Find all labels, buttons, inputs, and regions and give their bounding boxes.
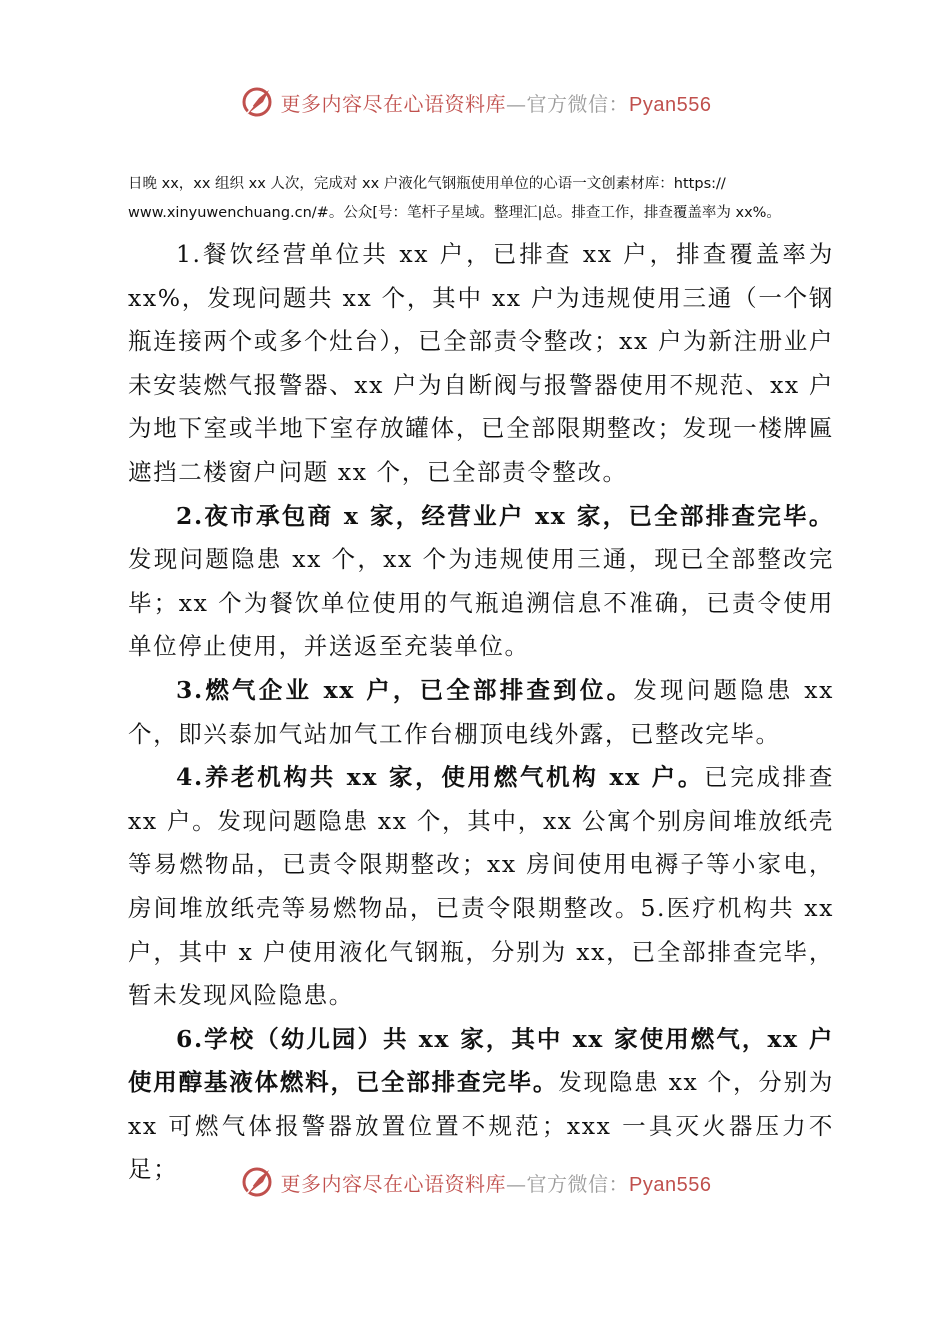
intro-line-1: 日晚 xx，xx 组织 xx 人次，完成对 xx 户液化气钢瓶使用单位的心语一文创素材库：https:// [128, 176, 726, 192]
paragraph-4-heading: 4.养老机构共 xx 家，使用燃气机构 xx 户。 [176, 763, 705, 792]
paragraph-1-text: 1.餐饮经营单位共 xx 户，已排查 xx 户，排查覆盖率为 xx%，发现问题共 xx 个，其中 xx 户为违规使用三通（一个钢瓶连接两个或多个灶台），已全部责令整改；xx 户为新注册业户未安装燃气报警器、xx 户为自断阀与报警器使用不规范、xx 户为地下室或半地下室存放罐体，已全部限期整改；发现一楼牌匾遮挡二楼窗户问题 xx 个，已全部责令整改。 [128, 240, 834, 486]
paragraph-3-text: 发现问题隐患 xx 个，即兴泰加气站加气工作台棚顶电线外露，已整改完毕。 [128, 675, 834, 748]
watermark-wechat-label: 官方微信： [526, 91, 630, 116]
watermark-main: 更多内容尽在心语资料库 [280, 1171, 507, 1196]
watermark-main: 更多内容尽在心语资料库 [280, 91, 507, 116]
paragraph-3-heading: 3.燃气企业 xx 户，已全部排查到位。 [176, 675, 634, 704]
paragraph-2-heading: 2.夜市承包商 x 家，经营业户 xx 家，已全部排查完毕。 [176, 501, 834, 530]
watermark-wechat-id: Pyan556 [629, 93, 712, 116]
watermark-wechat-label: 官方微信： [526, 1171, 630, 1196]
paragraph-2-text: 发现问题隐患 xx 个，xx 个为违规使用三通，现已全部整改完毕；xx 个为餐饮单位使用的气瓶追溯信息不准确，已责令使用单位停止使用，并送返至充装单位。 [128, 545, 834, 661]
paragraph-4-text: 已完成排查 xx 户。发现问题隐患 xx 个，其中，xx 公寓个别房间堆放纸壳等易燃物品，已责令限期整改；xx 房间使用电褥子等小家电，房间堆放纸壳等易燃物品，已责令限期整改。5.医疗机构共 xx 户，其中 x 户使用液化气钢瓶，分别为 xx，已全部排查完毕，暂未发现风险隐患。 [128, 763, 834, 1010]
watermark-banner-top [0, 82, 950, 122]
intro-line-2: www.xinyuwenchuang.cn/#。公众[号：笔杆子星域。整理汇|总。排查工作，排查覆盖率为 xx%。 [128, 205, 781, 221]
watermark-text [281, 1168, 712, 1197]
watermark-dash: — [506, 1171, 527, 1196]
paragraph-2 [128, 495, 834, 669]
paragraph-5-text: 发现隐患 xx 个，分别为 xx 可燃气体报警器放置位置不规范；xxx 一具灭火器压力不足； [128, 1068, 835, 1184]
paragraph-3 [128, 669, 834, 756]
watermark-banner-bottom [0, 1162, 950, 1202]
paragraph-1 [128, 233, 834, 495]
paragraph-5-heading: 6.学校（幼儿园）共 xx 家，其中 xx 家使用燃气，xx 户使用醇基液体燃料，已全部排查完毕。 [128, 1024, 834, 1097]
watermark-dash: — [506, 91, 527, 116]
quill-pen-circle-icon [239, 1164, 275, 1200]
document-body [128, 233, 834, 1192]
quill-pen-circle-icon [239, 84, 275, 120]
watermark-wechat-id: Pyan556 [629, 1173, 712, 1196]
watermark-text [281, 88, 712, 117]
paragraph-4 [128, 756, 834, 1018]
